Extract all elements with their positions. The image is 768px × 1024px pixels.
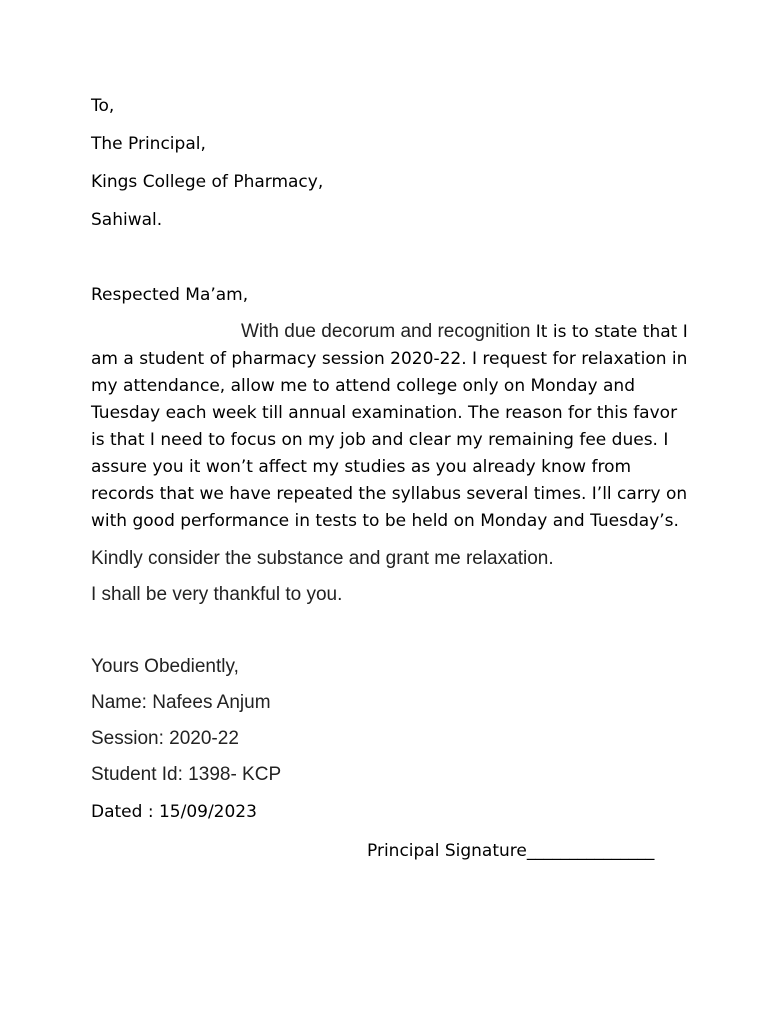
salutation: Respected Ma’am, <box>91 285 249 305</box>
address-to: To, <box>91 96 115 116</box>
address-recipient: The Principal, <box>91 134 206 154</box>
address-city: Sahiwal. <box>91 210 163 230</box>
letter-body <box>91 318 691 535</box>
thanks-line: I shall be very thankful to you. <box>91 584 343 605</box>
student-session: Session: 2020-22 <box>91 728 239 749</box>
student-id: Student Id: 1398- KCP <box>91 764 282 785</box>
request-line: Kindly consider the substance and grant me relaxation. <box>91 548 554 569</box>
body-text: It is to state that I am a student of pharmacy session 2020-22. I request for relaxation in my attendance, allow me to attend college only on Monday and Tuesday each week till annual examination. The reason for this favor is that I need to focus on my job and clear my remaining fee dues. I assure you it won’t affect my studies as you already know from records that we have repeated the syllabus several times. I’ll carry on with good performance in tests to be held on Monday and Tuesday’s. <box>91 322 688 531</box>
body-opening: With due decorum and recognition <box>241 321 531 342</box>
address-institution: Kings College of Pharmacy, <box>91 172 324 192</box>
student-name: Name: Nafees Anjum <box>91 692 271 713</box>
principal-signature: Principal Signature_______________ <box>367 841 655 861</box>
letter-date: Dated : 15/09/2023 <box>91 802 257 822</box>
closing: Yours Obediently, <box>91 656 239 677</box>
